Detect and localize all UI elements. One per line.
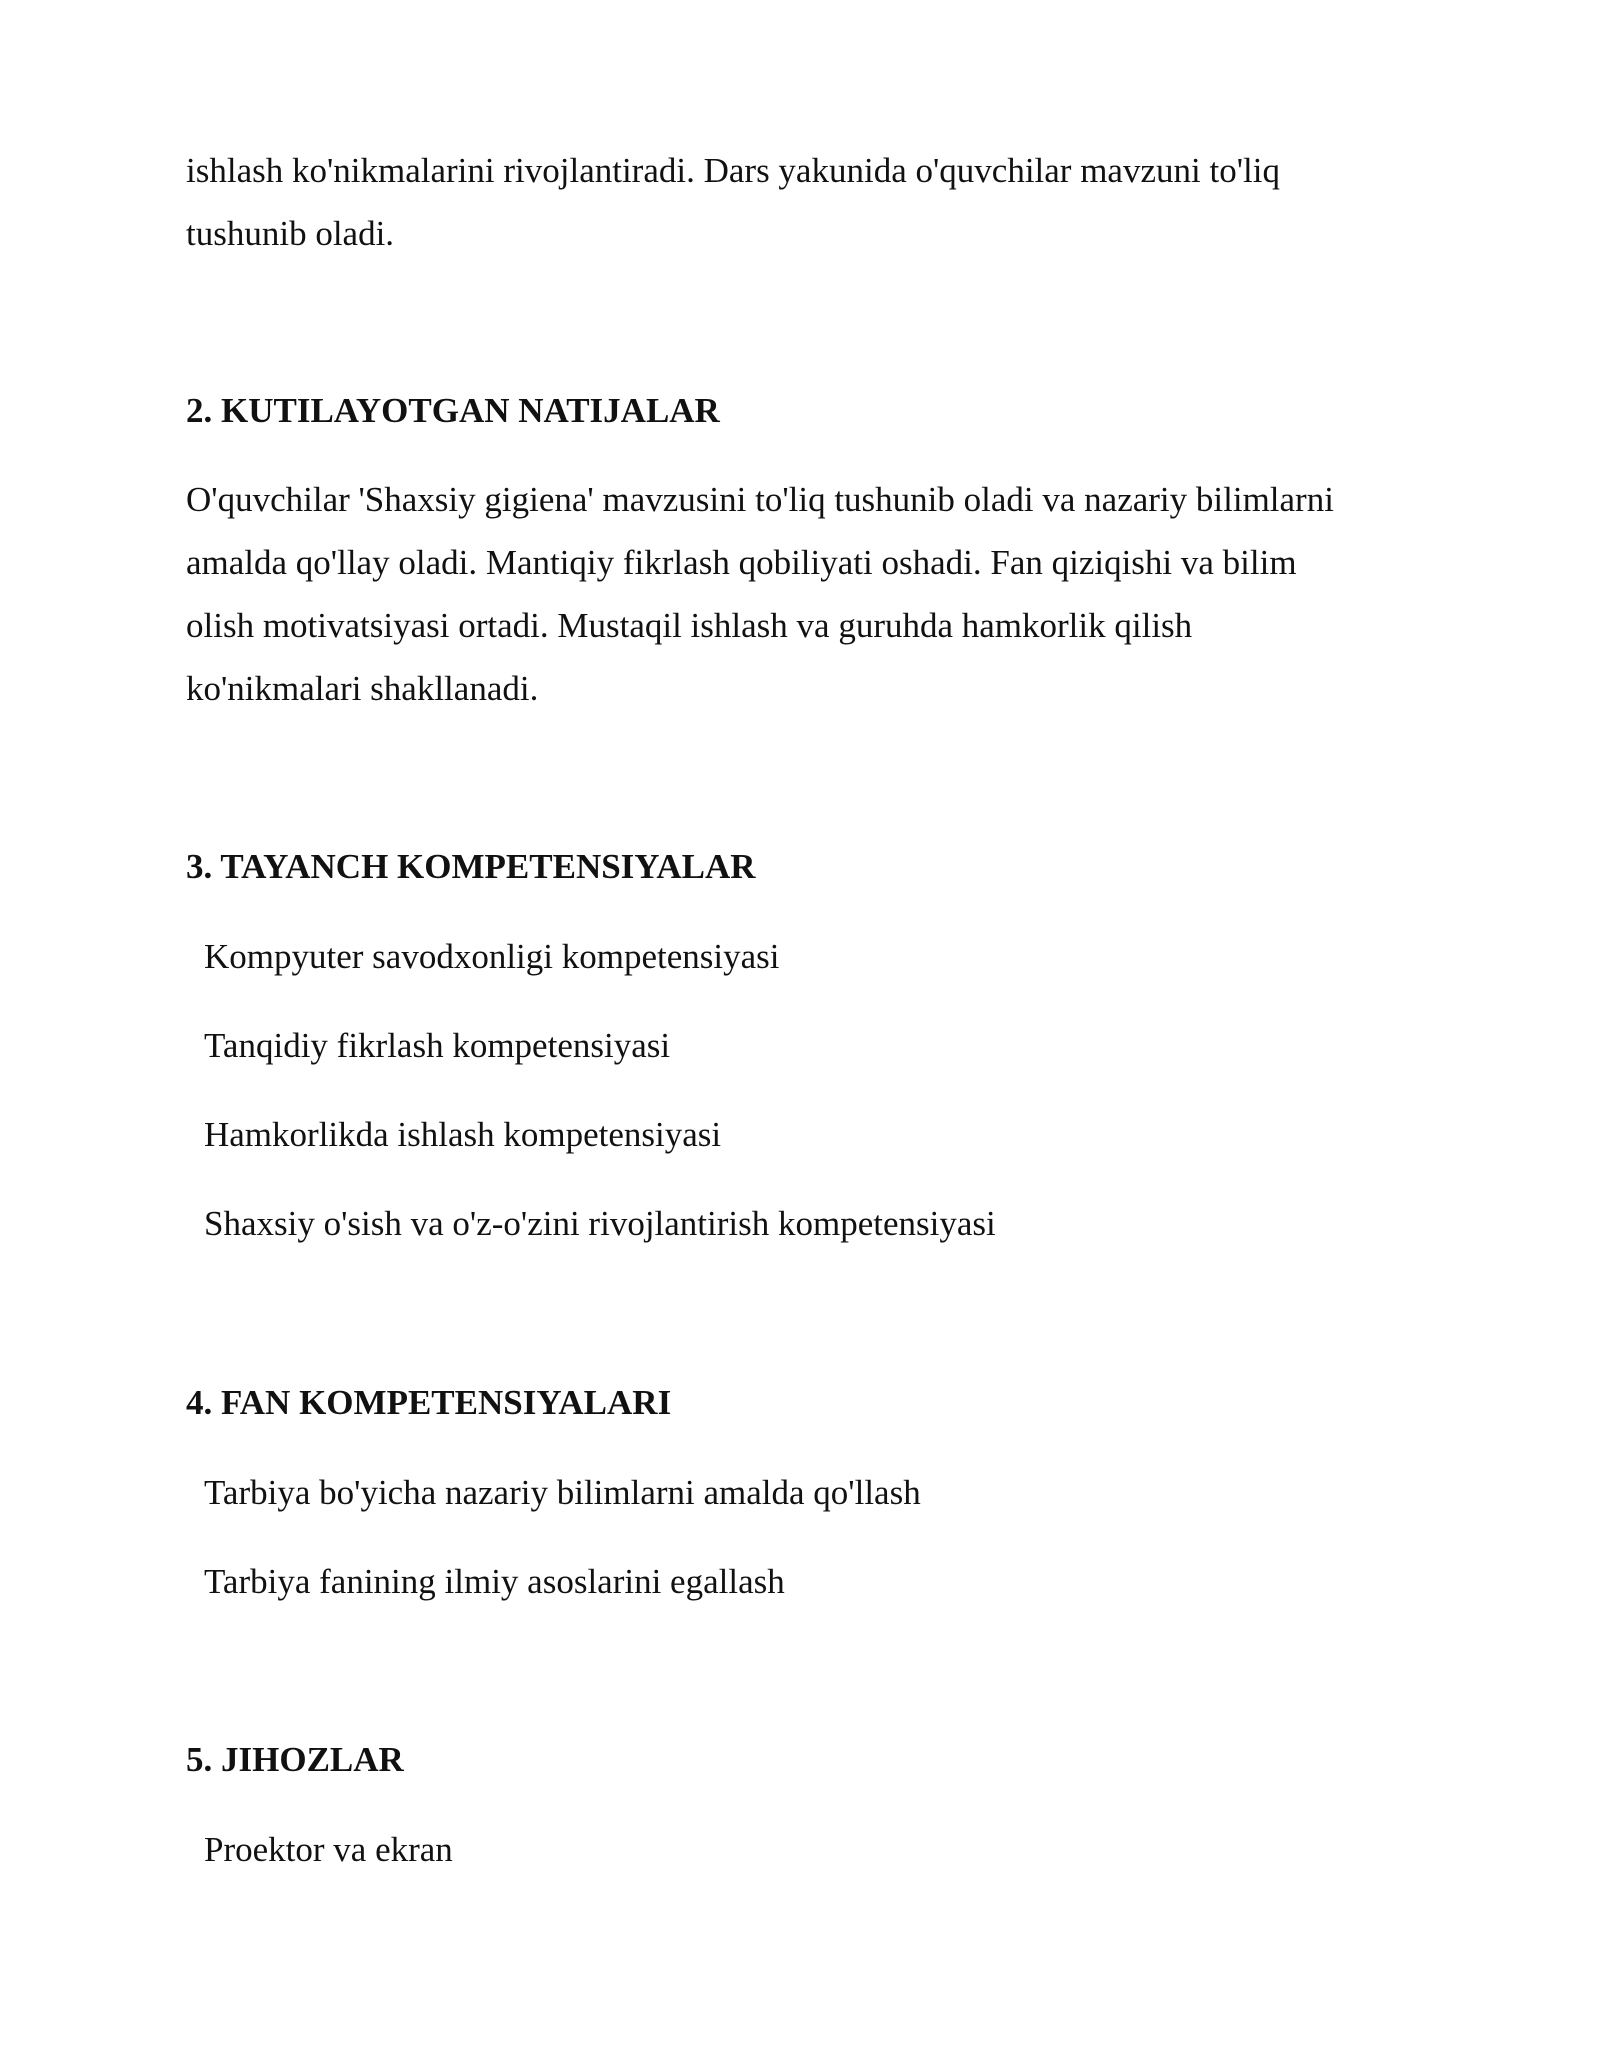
list-item: Kompyuter savodxonligi kompetensiyasi: [204, 937, 780, 976]
list-item: Shaxsiy o'sish va o'z-o'zini rivojlantirish kompetensiyasi: [204, 1204, 996, 1243]
natijalar-line-2: amalda qo'llay oladi. Mantiqiy fikrlash qobiliyati oshadi. Fan qiziqishi va bilim: [186, 543, 1297, 582]
section-heading-tayanch: 3. TAYANCH KOMPETENSIYALAR: [186, 847, 756, 886]
section-heading-jihozlar: 5. JIHOZLAR: [186, 1740, 404, 1779]
section-heading-fan: 4. FAN KOMPETENSIYALARI: [186, 1383, 672, 1422]
list-item: Tarbiya fanining ilmiy asoslarini egallash: [204, 1562, 785, 1601]
list-item: Tarbiya bo'yicha nazariy bilimlarni amalda qo'llash: [204, 1473, 921, 1512]
list-item: Proektor va ekran: [204, 1830, 453, 1869]
natijalar-line-1: O'quvchilar 'Shaxsiy gigiena' mavzusini to'liq tushunib oladi va nazariy bilimlarni: [186, 480, 1334, 519]
natijalar-line-3: olish motivatsiyasi ortadi. Mustaqil ishlash va guruhda hamkorlik qilish: [186, 606, 1193, 645]
section-heading-natijalar: 2. KUTILAYOTGAN NATIJALAR: [186, 391, 720, 430]
list-item: Hamkorlikda ishlash kompetensiyasi: [204, 1115, 722, 1154]
list-item: Tanqidiy fikrlash kompetensiyasi: [204, 1026, 671, 1065]
intro-line-2: tushunib oladi.: [186, 214, 395, 253]
intro-line-1: ishlash ko'nikmalarini rivojlantiradi. Dars yakunida o'quvchilar mavzuni to'liq: [186, 151, 1280, 190]
natijalar-line-4: ko'nikmalari shakllanadi.: [186, 669, 539, 708]
